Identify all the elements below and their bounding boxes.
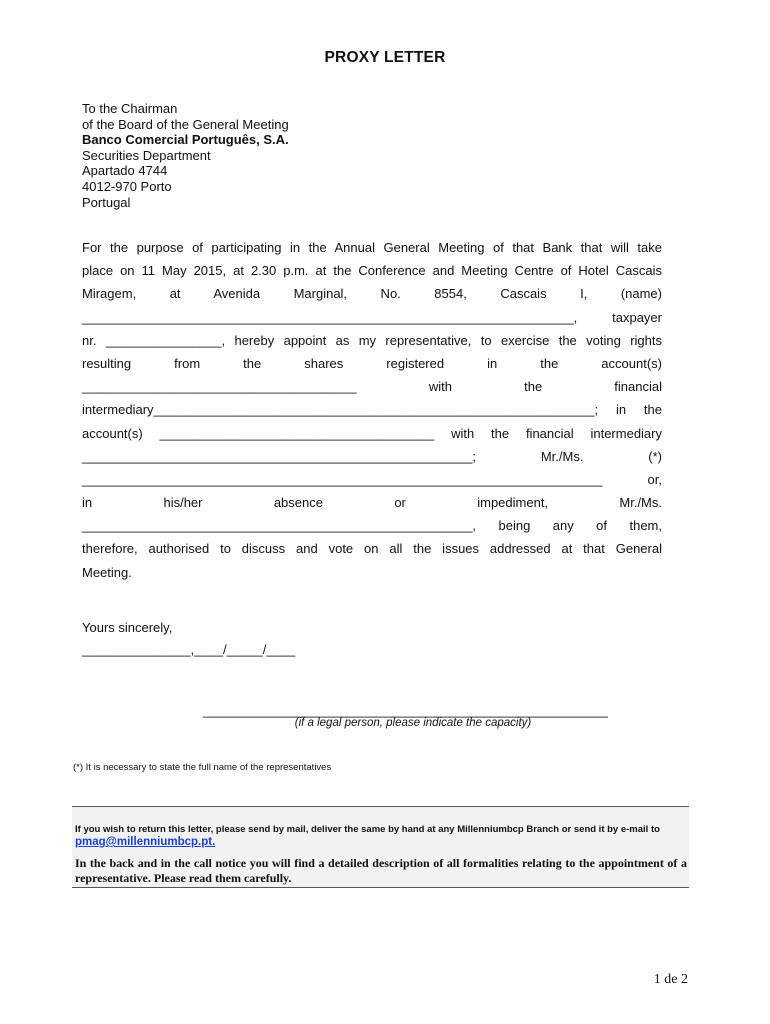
body-line: resulting from the shares registered in the account(s) <box>82 355 662 371</box>
body-line: intermediary_____________________________________________________________; in the <box>82 402 662 418</box>
page-number: 1 de 2 <box>653 972 688 987</box>
address-line-po-box: Apartado 4744 <box>82 163 168 179</box>
salutation: Yours sincerely, <box>82 620 173 635</box>
notice-box <box>72 806 689 888</box>
body-line: ____________________________________________________________________, taxpayer <box>82 309 662 325</box>
body-line: therefore, authorised to discuss and vote on all the issues addressed at that General <box>82 541 662 557</box>
signature-caption: (if a legal person, please indicate the capacity) <box>294 717 532 729</box>
address-line-board: of the Board of the General Meeting <box>82 116 289 132</box>
body-line: For the purpose of participating in the Annual General Meeting of that Bank that will take <box>82 240 662 255</box>
body-line: ______________________________________________________, being any of them, <box>82 518 662 534</box>
body-line: ______________________________________________________; Mr./Ms. (*) <box>82 448 662 464</box>
document-title: PROXY LETTER <box>324 49 446 66</box>
footnote: (*) It is necessary to state the full name of the representatives <box>73 762 332 773</box>
letter-body <box>82 236 662 584</box>
body-line: ________________________________________________________________________ or, <box>82 471 662 487</box>
body-line: account(s) ______________________________________ with the financial intermediary <box>82 425 662 441</box>
body-line: Meeting. <box>82 564 132 580</box>
closing-block <box>82 617 295 661</box>
signature-line: ________________________________________________________ <box>203 703 608 718</box>
notice-formalities: In the back and in the call notice you will find a detailed description of all formalities relating to the appointment of a representative. Please read them carefully. <box>75 856 687 885</box>
address-line-country: Portugal <box>82 194 131 210</box>
address-line-dept: Securities Department <box>82 147 211 163</box>
body-line: ______________________________________ with the financial <box>82 379 662 395</box>
address-line-bank: Banco Comercial Português, S.A. <box>82 132 289 148</box>
body-line: nr. ________________, hereby appoint as my representative, to exercise the voting rights <box>82 332 662 348</box>
notice-return-text: If you wish to return this letter, please send by mail, deliver the same by hand at any Millenniumbcp Branch or send it by e-mail to <box>75 824 660 835</box>
body-line: in his/her absence or impediment, Mr./Ms. <box>82 495 662 511</box>
address-line-postal: 4012-970 Porto <box>82 178 172 194</box>
body-line: Miragem, at Avenida Marginal, No. 8554, Cascais I, (name) <box>82 286 662 302</box>
address-line-chairman: To the Chairman <box>82 101 178 116</box>
date-line: _______________,____/_____/____ <box>82 642 296 657</box>
notice-return-instructions <box>75 823 687 849</box>
body-line: place on 11 May 2015, at 2.30 p.m. at the Conference and Meeting Centre of Hotel Cascais <box>82 263 662 279</box>
recipient-address <box>82 101 289 210</box>
email-link[interactable]: pmag@millenniumbcp.pt. <box>75 836 216 848</box>
